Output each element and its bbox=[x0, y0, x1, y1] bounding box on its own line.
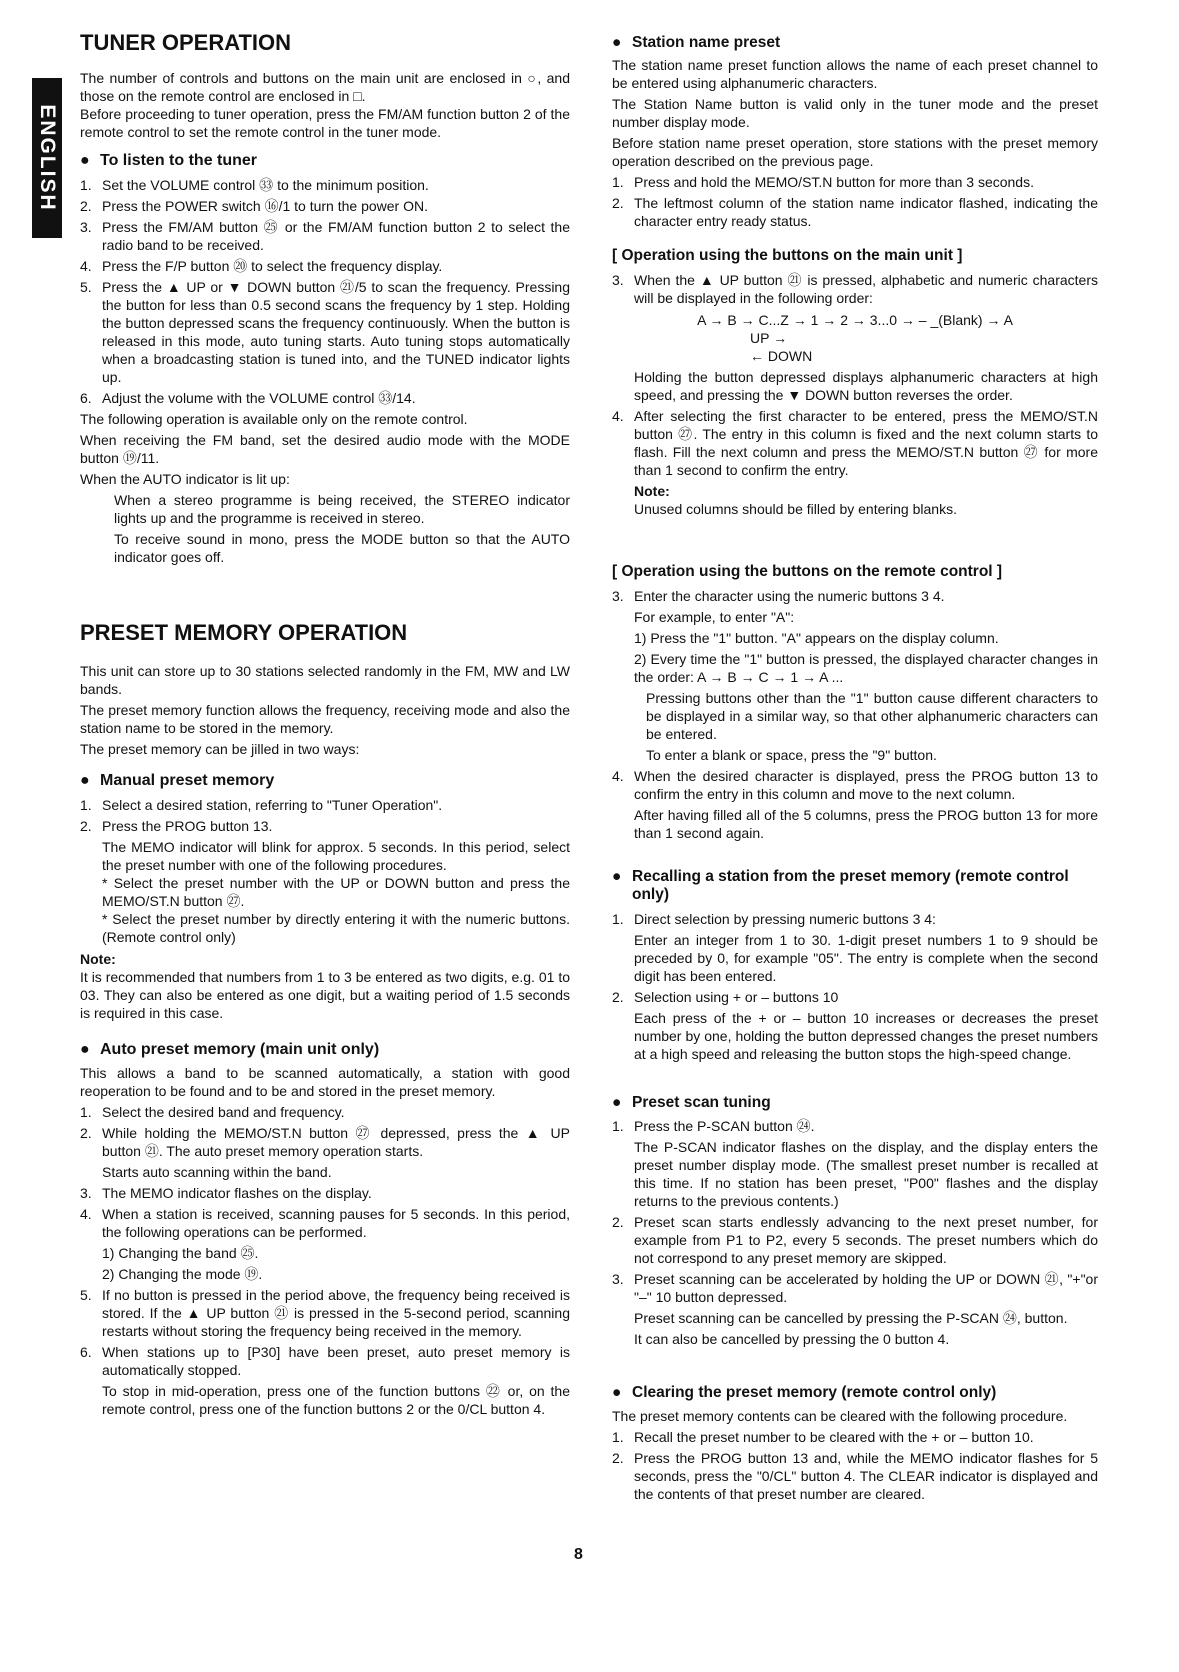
remote-section bbox=[612, 587, 1098, 842]
manual-step: 2. Press the PROG button 13. bbox=[80, 818, 273, 834]
manual-memo: The MEMO indicator will blink for approx. 5 seconds. In this period, select the preset number with one of the following procedures. bbox=[102, 839, 570, 873]
tuner-intro bbox=[80, 69, 570, 141]
preset-title: PRESET MEMORY OPERATION bbox=[80, 620, 408, 645]
remote-after: After having filled all of the 5 columns, press the PROG button 13 for more than 1 second again. bbox=[634, 807, 1098, 841]
preset-intro-2: The preset memory function allows the frequency, receiving mode and also the station name to be stored in the memory. bbox=[80, 702, 570, 736]
manual-section bbox=[80, 796, 570, 1022]
auto-step: 2. While holding the MEMO/ST.N button ㉗ depressed, press the ▲ UP button ㉑. The auto preset memory operation starts. bbox=[80, 1125, 570, 1159]
remote-example: For example, to enter "A": bbox=[634, 609, 795, 625]
remote-other: Pressing buttons other than the "1" button cause different characters to be displayed in a similar way, so that other alphanumeric characters can be entered. bbox=[646, 690, 1098, 742]
auto-section bbox=[80, 1064, 570, 1418]
recall-step2-sub: Each press of the + or – button 10 increases or decreases the preset number by one, holding the button depressed changes the preset numbers at a high speed and releasing the button stops the high-speed change. bbox=[634, 1010, 1098, 1062]
auto-stop: To stop in mid-operation, press one of the function buttons ㉒ or, on the remote control, press one of the function buttons 2 or the 0/CL button 4. bbox=[102, 1383, 570, 1417]
manual-step: 1. Select a desired station, referring to "Tuner Operation". bbox=[80, 797, 443, 813]
scan-step: 2. Preset scan starts endlessly advancing to the next preset number, for example from P1 to P2, every 5 seconds. The preset numbers which do not correspond to any preset memory are skipped. bbox=[612, 1214, 1098, 1266]
auto-step2-sub: Starts auto scanning within the band. bbox=[102, 1164, 332, 1180]
sequence-line-1: A → B → C...Z → 1 → 2 → 3...0 → – _(Blank) → A bbox=[697, 312, 1013, 328]
listen-steps bbox=[80, 176, 570, 566]
manual-note: It is recommended that numbers from 1 to 3 be entered as two digits, e.g. 01 to 03. They can also be entered as one digit, but a waiting period of 1.5 seconds is required in this case. bbox=[80, 969, 570, 1021]
recall-section bbox=[612, 910, 1098, 1063]
auto-step: 3. The MEMO indicator flashes on the display. bbox=[80, 1185, 372, 1201]
manual-star-1: * Select the preset number with the UP or DOWN button and press the MEMO/ST.N button ㉗. bbox=[102, 875, 570, 909]
station-p3: Before station name preset operation, store stations with the preset memory operation described on the previous page. bbox=[612, 135, 1098, 169]
listen-step: 1. Set the VOLUME control ㉝ to the minimum position. bbox=[80, 177, 429, 193]
remote-step: 3. Enter the character using the numeric buttons 3 4. bbox=[612, 588, 945, 604]
auto-step4-sub2: 2) Changing the mode ⑲. bbox=[102, 1266, 263, 1282]
stereo-note: When a stereo programme is being received, the STEREO indicator lights up and the programme is received in stereo. bbox=[114, 492, 570, 526]
station-p1: The station name preset function allows the name of each preset channel to be entered using alphanumeric characters. bbox=[612, 57, 1098, 91]
main-note-label: Note: bbox=[634, 483, 670, 499]
main-note: Unused columns should be filled by entering blanks. bbox=[634, 501, 957, 517]
auto-step: 5. If no button is pressed in the period above, the frequency being received is stored. If the ▲ UP button ㉑ is pressed in the 5-second period, scanning restarts without storing the frequency being received in the memory. bbox=[80, 1287, 570, 1339]
clear-step: 2. Press the PROG button 13 and, while the MEMO indicator flashes for 5 seconds, press the "0/CL" button 4. The CLEAR indicator is displayed and the contents of that preset number are cleared. bbox=[612, 1450, 1098, 1502]
clear-intro: The preset memory contents can be cleared with the following procedure. bbox=[612, 1408, 1068, 1424]
scan-heading: ● Preset scan tuning bbox=[612, 1094, 771, 1111]
scan-step1-sub: The P-SCAN indicator flashes on the display, and the display enters the preset number display mode. (The smallest preset number is recalled at this time. If no station has been preset, "P00" flashes and the display returns to the previous contents.) bbox=[634, 1139, 1098, 1209]
scan-step: 3. Preset scanning can be accelerated by holding the UP or DOWN ㉑, "+"or "–" 10 button depressed. bbox=[612, 1271, 1098, 1305]
station-step: 1. Press and hold the MEMO/ST.N button for more than 3 seconds. bbox=[612, 174, 1034, 190]
remote-heading: [ Operation using the buttons on the remote control ] bbox=[612, 563, 1003, 580]
tuner-intro-1: The number of controls and buttons on the main unit are enclosed in ○, and those on the remote control are enclosed in □. bbox=[80, 70, 570, 104]
recall-heading: ● Recalling a station from the preset memory (remote control only) bbox=[612, 868, 1069, 903]
scan-section bbox=[612, 1117, 1098, 1348]
mono-note: To receive sound in mono, press the MODE button so that the AUTO indicator goes off. bbox=[114, 531, 570, 565]
recall-step: 2. Selection using + or – buttons 10 bbox=[612, 989, 839, 1005]
language-side-tab bbox=[32, 78, 62, 238]
recall-step: 1. Direct selection by pressing numeric buttons 3 4: bbox=[612, 911, 936, 927]
main-step: 4. After selecting the first character to be entered, press the MEMO/ST.N button ㉗. The entry in this column is fixed and the next column starts to flash. Fill the next column and press the MEMO/ST.N button ㉗ for more than 1 second to confirm the entry. bbox=[612, 408, 1098, 478]
remote-blank: To enter a blank or space, press the "9" button. bbox=[646, 747, 937, 763]
main-step: 3. When the ▲ UP button ㉑ is pressed, alphabetic and numeric characters will be displayed in the following order: bbox=[612, 272, 1098, 306]
station-section bbox=[612, 56, 1098, 230]
auto-lit-text: When the AUTO indicator is lit up: bbox=[80, 471, 290, 487]
station-step: 2. The leftmost column of the station name indicator flashed, indicating the character entry ready status. bbox=[612, 195, 1098, 229]
remote-sub-2: 2) Every time the "1" button is pressed, the displayed character changes in the order: A → B → C → 1 → A ... bbox=[634, 651, 1098, 685]
auto-intro: This allows a band to be scanned automatically, a station with good reoperation to be found and to be and stored in the preset memory. bbox=[80, 1065, 570, 1099]
remote-only-text: The following operation is available only on the remote control. bbox=[80, 411, 468, 427]
auto-heading: ● Auto preset memory (main unit only) bbox=[80, 1041, 380, 1058]
listen-step: 6. Adjust the volume with the VOLUME control ㉝/14. bbox=[80, 390, 416, 406]
fm-mode-text: When receiving the FM band, set the desired audio mode with the MODE button ⑲/11. bbox=[80, 432, 570, 466]
clear-heading: ● Clearing the preset memory (remote control only) bbox=[612, 1384, 997, 1401]
station-p2: The Station Name button is valid only in the tuner mode and the preset number display mode. bbox=[612, 96, 1098, 130]
auto-step4-sub1: 1) Changing the band ㉕. bbox=[102, 1245, 259, 1261]
station-heading: ● Station name preset bbox=[612, 34, 781, 51]
tuner-intro-2: Before proceeding to tuner operation, press the FM/AM function button 2 of the remote control to set the remote control in the tuner mode. bbox=[80, 106, 570, 140]
clear-step: 1. Recall the preset number to be cleared with the + or – button 10. bbox=[612, 1429, 1034, 1445]
note-label: Note: bbox=[80, 951, 116, 967]
listen-step: 3. Press the FM/AM button ㉕ or the FM/AM function button 2 to select the radio band to be received. bbox=[80, 219, 570, 253]
page-number: 8 bbox=[574, 1546, 583, 1563]
listen-step: 4. Press the F/P button ⑳ to select the frequency display. bbox=[80, 258, 443, 274]
tuner-title: TUNER OPERATION bbox=[80, 30, 292, 55]
preset-intro-3: The preset memory can be jilled in two ways: bbox=[80, 741, 360, 757]
sequence-line-3: ← DOWN bbox=[750, 348, 813, 364]
language-label: ENGLISH bbox=[36, 104, 59, 212]
auto-step: 4. When a station is received, scanning pauses for 5 seconds. In this period, the following operations can be performed. bbox=[80, 1206, 570, 1240]
listen-heading: ● To listen to the tuner bbox=[80, 152, 258, 169]
remote-step: 4. When the desired character is displayed, press the PROG button 13 to confirm the entry in this column and move to the next column. bbox=[612, 768, 1098, 802]
main-hold: Holding the button depressed displays alphanumeric characters at high speed, and pressing the ▼ DOWN button reverses the order. bbox=[634, 369, 1098, 403]
scan-cancel-2: It can also be cancelled by pressing the 0 button 4. bbox=[634, 1331, 950, 1347]
auto-step: 6. When stations up to [P30] have been preset, auto preset memory is automatically stopped. bbox=[80, 1344, 570, 1378]
listen-step: 2. Press the POWER switch ⑯/1 to turn the power ON. bbox=[80, 198, 428, 214]
listen-step: 5. Press the ▲ UP or ▼ DOWN button ㉑/5 to scan the frequency. Pressing the button for less than 0.5 second scans the frequency by 1 step. Holding the button depressed scans the frequency continuously. When the button is released in this mode, auto tuning starts. Auto tuning stops automatically when a broadcasting station is tuned into, and the TUNED indicator lights up. bbox=[80, 279, 570, 385]
manual-heading: ● Manual preset memory bbox=[80, 772, 275, 789]
preset-intro-1: This unit can store up to 30 stations selected randomly in the FM, MW and LW bands. bbox=[80, 663, 570, 697]
clear-section bbox=[612, 1407, 1098, 1503]
remote-sub-1: 1) Press the "1" button. "A" appears on the display column. bbox=[634, 630, 999, 646]
main-unit-heading: [ Operation using the buttons on the main unit ] bbox=[612, 247, 963, 264]
main-unit-section bbox=[612, 271, 1098, 518]
preset-intro bbox=[80, 662, 570, 758]
manual-star-2: * Select the preset number by directly entering it with the numeric buttons. (Remote control only) bbox=[102, 911, 570, 945]
scan-cancel-1: Preset scanning can be cancelled by pressing the P-SCAN ㉔, button. bbox=[634, 1310, 1068, 1326]
auto-step: 1. Select the desired band and frequency. bbox=[80, 1104, 345, 1120]
recall-step1-sub: Enter an integer from 1 to 30. 1-digit preset numbers 1 to 9 should be preceded by 0, for example "05". The entry is complete when the second digit has been entered. bbox=[634, 932, 1098, 984]
sequence-line-2: UP → bbox=[750, 330, 788, 346]
scan-step: 1. Press the P-SCAN button ㉔. bbox=[612, 1118, 815, 1134]
